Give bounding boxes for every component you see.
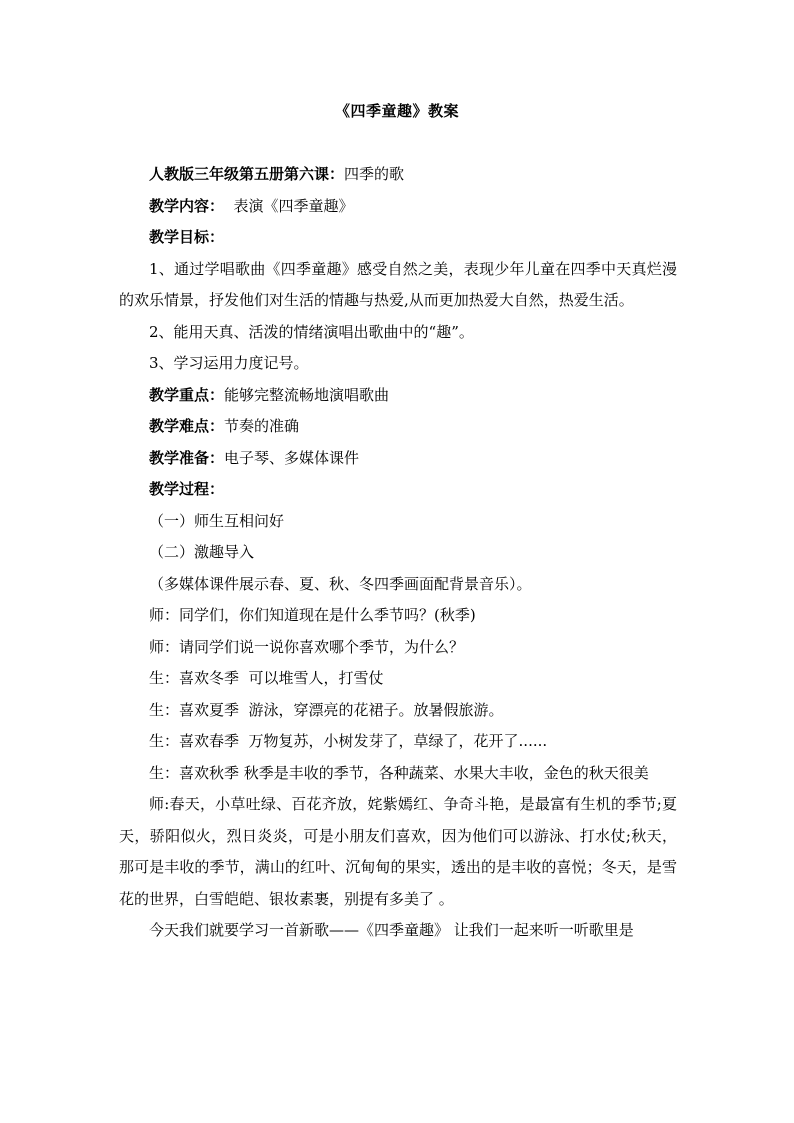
course-line — [119, 159, 677, 191]
key-point-line — [119, 380, 677, 412]
process-step-4: 师：同学们，你们知道现在是什么季节吗？(秋季) — [149, 606, 476, 624]
process-step-2: （二）激趣导入 — [149, 543, 255, 561]
content-label: 教学内容： — [149, 196, 225, 215]
preparation-label: 教学准备： — [149, 448, 225, 467]
difficulty-value: 节奏的准确 — [224, 417, 300, 435]
document-title: 《四季童趣》教案 — [334, 102, 459, 120]
preparation-value: 电子琴、多媒体课件 — [224, 448, 360, 467]
goal-item-1: 1、通过学唱歌曲《四季童趣》感受自然之美，表现少年儿童在四季中天真烂漫的欢乐情景，抒发他们对生活的情趣与热爱,从而更加热爱大自然，热爱生活。 — [119, 259, 677, 309]
process-step-1: （一）师生互相问好 — [149, 511, 285, 530]
content-value: 表演《四季童趣》 — [224, 196, 354, 215]
preparation-line — [119, 443, 677, 475]
content-line — [119, 191, 677, 223]
goals-label: 教学目标： — [149, 228, 225, 246]
key-point-label: 教学重点： — [149, 385, 225, 404]
goals-heading — [119, 222, 677, 254]
paragraph-1: 生：喜欢秋季 秋季是丰收的季节，各种蔬菜、水果大丰收，金色的秋天很美 — [149, 763, 649, 782]
process-heading — [119, 474, 677, 506]
goal-item-2: 2、能用天真、活泼的情绪演唱出歌曲中的“趣”。 — [149, 322, 474, 341]
difficulty-line — [119, 411, 677, 443]
goal-item-3: 3、学习运用力度记号。 — [149, 354, 309, 372]
key-point-value: 能够完整流畅地演唱歌曲 — [224, 385, 390, 404]
paragraph-3: 今天我们就要学习一首新歌——《四季童趣》 让我们一起来听一听歌里是 — [149, 921, 634, 939]
process-step-3: （多媒体课件展示春、夏、秋、冬四季画面配背景音乐）。 — [149, 574, 532, 593]
process-step-7: 生：喜欢夏季 游泳，穿漂亮的花裙子。放暑假旅游。 — [149, 700, 504, 719]
course-value: 四季的歌 — [344, 165, 405, 183]
process-step-5: 师：请同学们说一说你喜欢哪个季节，为什么？ — [149, 637, 465, 656]
difficulty-label: 教学难点： — [149, 417, 225, 435]
process-label: 教学过程： — [149, 480, 225, 498]
course-label: 人教版三年级第五册第六课： — [149, 165, 345, 183]
process-step-8: 生：喜欢春季 万物复苏，小树发芽了，草绿了，花开了...... — [149, 732, 548, 750]
process-step-6: 生：喜欢冬季 可以堆雪人，打雪仗 — [149, 669, 384, 687]
paragraph-2: 师:春天，小草吐绿、百花齐放，姹紫嫣红、争奇斗艳，是最富有生机的季节;夏天，骄阳似火，烈日炎炎，可是小朋友们喜欢，因为他们可以游泳、打水仗;秋天，那可是丰收的季节，满山的红叶、沉甸甸的果实，透出的是丰收的喜悦；冬天，是雪花的世界，白雪皑皑、银妆素裹，别提有多美了 。 — [119, 795, 677, 908]
document-body — [119, 159, 677, 947]
